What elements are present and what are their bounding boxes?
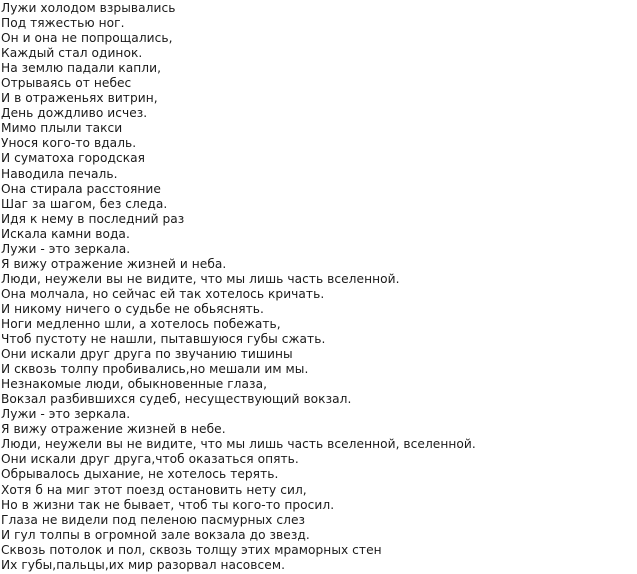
poem-line: Чтоб пустоту не нашли, пытавшуюся губы сжать. [1,332,326,347]
poem-line: Незнакомые люди, обыкновенные глаза, [1,377,268,392]
poem-line: И суматоха городская [1,151,146,166]
poem-line: Искала камни вода. [1,226,130,241]
poem-line: Ноги медленно шли, а хотелось побежать, [1,316,281,331]
poem-line: Идя к нему в последний раз [1,211,185,226]
poem-line: Лужи холодом взрывались [1,1,176,15]
poem-line: Наводила печаль. [1,166,118,181]
poem-line: Их губы,пальцы,их мир разорвал насовсем. [1,557,286,572]
poem-line: Она молчала, но сейчас ей так хотелось кричать. [1,286,325,301]
poem-line: Я вижу отражение жизней и неба. [1,256,227,271]
poem-line: Мимо плыли такси [1,121,123,136]
poem-line: Она стирала расстояние [1,181,161,196]
poem-line: Лужи - это зеркала. [1,407,131,422]
poem-line: Лужи - это зеркала. [1,241,131,256]
poem-line: Унося кого-то вдаль. [1,136,137,151]
poem-line: Они искали друг друга,чтоб оказаться опять. [1,452,299,467]
poem-line: Он и она не попрощались, [1,31,173,46]
poem-line: Вокзал разбившихся судеб, несуществующий вокзал. [1,392,352,407]
poem-line: День дождливо исчез. [1,106,148,121]
poem-line: Я вижу отражение жизней в небе. [1,422,226,437]
poem-line: На землю падали капли, [1,61,162,76]
poem-line: Обрывалось дыхание, не хотелось терять. [1,467,279,482]
poem-line: И никому ничего о судьбе не обьяснять. [1,301,264,316]
poem-line: И в отраженьях витрин, [1,91,158,106]
poem-line: Глаза не видели под пеленою пасмурных слез [1,512,306,527]
poem-line: Отрываясь от небес [1,76,132,91]
poem-line: Хотя б на миг этот поезд остановить нету сил, [1,482,307,497]
poem-line: Они искали друг друга по звучанию тишины [1,347,293,362]
poem-line: Под тяжестью ног. [1,16,125,31]
poem-line: Шаг за шагом, без следа. [1,196,168,211]
poem-line: И сквозь толпу пробивались,но мешали им мы. [1,362,309,377]
poem-text [1,1,476,573]
poem-line: Сквозь потолок и пол, сквозь толщу этих мраморных стен [1,542,382,557]
poem-line: И гул толпы в огромной зале вокзала до звезд. [1,527,310,542]
poem-line: Но в жизни так не бывает, чтоб ты кого-то просил. [1,497,335,512]
poem-line: Люди, неужели вы не видите, что мы лишь часть вселенной. [1,271,400,286]
poem-line: Люди, неужели вы не видите, что мы лишь часть вселенной, вселенной. [1,437,476,452]
poem-line: Каждый стал одинок. [1,46,143,61]
